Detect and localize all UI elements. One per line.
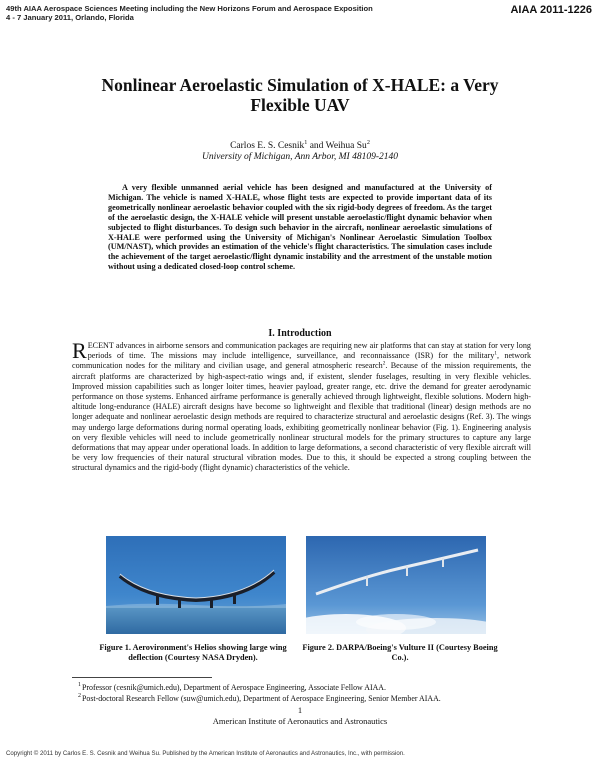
title-line-1: Nonlinear Aeroelastic Simulation of X-HALE: a Very [101,75,499,95]
institute-name: American Institute of Aeronautics and Astronautics [212,716,388,726]
intro-text-b: , network communication nodes for the military and civilian usage, and general atmospheric research [72,351,532,371]
page-number: 1 [297,705,303,715]
title-line-2: Flexible UAV [250,95,350,115]
helios-photo-image [106,536,286,634]
author-conjunction: and [307,141,326,151]
ref-1: 1 [494,350,497,357]
ref-2: 2 [382,360,386,367]
figure-2-caption: Figure 2. DARPA/Boeing's Vulture II (Courtesy Boeing Co.). [302,643,498,663]
copyright-notice: Copyright © 2011 by Carlos E. S. Cesnik and Weihua Su. Published by the American Institute of Aeronautics and Astronautics, Inc., with permission. [6,750,405,757]
paper-title [80,75,520,115]
intro-text-a: ECENT advances in airborne sensors and communication packages are requiring new air platforms that can stay at station for very long periods of time. The missions may include intelligence, surveillance, and reconnaissance (ISR) for the military [87,341,531,361]
footnote-1-text: Professor (cesnik@umich.edu), Department of Aerospace Engineering, Associate Fellow AIAA. [82,683,386,692]
vulture-photo-image [306,536,486,634]
author-2-mark: 2 [366,139,370,146]
abstract: A very flexible unmanned aerial vehicle has been designed and manufactured at the University of Michigan. The vehicle is named X-HALE, whose flight tests are expected to provide important data of its geometrically nonlinear aeroelastic behavior coupled with the six rigid-body degrees of freedom. As the target of the aeroelastic design, the X-HALE vehicle will present unstable aeroelastic/flight dynamic behavior when subjected to flight disturbances. To design such behavior in the aircraft, nonlinear aeroelastic simulations of X-HALE were performed using the University of Michigan's Nonlinear Aeroelastic Simulation Toolbox (UM/NAST), which provides an estimation of the vehicle's flight characteristics. The simulation cases include the achievement of the target aeroelastic/flight dynamic instability and the arrestment of the unstable motion without using a dedicated closed-loop control scheme. [108,183,492,272]
author-2: Weihua Su [325,141,367,151]
author-block [100,141,500,163]
figure-2-vulture-photo [306,536,486,634]
figure-1-caption: Figure 1. Aerovironment's Helios showing large wing deflection (Courtesy NASA Dryden). [99,643,287,663]
author-1: Carlos E. S. Cesnik [230,141,305,151]
introduction-paragraph [72,338,532,474]
author-1-mark: 1 [304,139,308,146]
footnote-2-text: Post-doctoral Research Fellow (suw@umich.edu), Department of Aerospace Engineering, Senior Member AIAA. [82,694,441,703]
drop-cap: R [72,338,87,363]
intro-text-c: . Because of the mission requirements, the aircraft platforms are characterized by high-aspect-ratio wings and, if existent, slender fuselages, resulting in very flexible vehicles. Improved mission capabilities such as longer loiter times, heavier payload, greater range, etc. drive the demand for greater aerodynamic performance on those systems. Enhanced airframe performance is generally achieved through lightweight, flexible solutions. Modern high-altitude long-endurance (HALE) aircraft designs have become so lightweight and flexible that traditional (linear) design methods are no longer adequate and nonlinear aeroelastic design methods are required to characterize structural and aeroelastic designs (Ref. 3). The wings may undergo large deformations during normal operating loads, exhibiting geometrically nonlinear behavior (Fig. 1). Engineering analysis on very flexible vehicles will need to include geometrically nonlinear structural models for the primary structures to capture any large deformations that may appear under operational loads. In addition to large deformations, a second characteristic of very flexible aircraft will be very low frequencies of their natural structural vibration modes. Due to this, it should be expected a strong coupling between the structural dynamics and the rigid-body (flight dynamic) characteristics of the vehicle. [72,361,531,473]
footnote-rule [72,677,212,678]
footnotes [72,682,542,704]
footnote-1-mark: 1 [78,682,81,689]
section-heading: I. Introduction [268,328,332,339]
footnote-1 [72,682,542,693]
conference-header [6,4,446,22]
conference-dates: 4 - 7 January 2011, Orlando, Florida [6,13,134,22]
paper-id: AIAA 2011-1226 [510,4,592,16]
author-names [100,141,500,152]
footnote-2 [72,693,542,704]
affiliation: University of Michigan, Ann Arbor, MI 48109-2140 [202,152,398,162]
conference-name: 49th AIAA Aerospace Sciences Meeting including the New Horizons Forum and Aerospace Exposition [6,4,373,13]
figure-1-helios-photo [106,536,286,634]
footnote-2-mark: 2 [78,693,81,700]
